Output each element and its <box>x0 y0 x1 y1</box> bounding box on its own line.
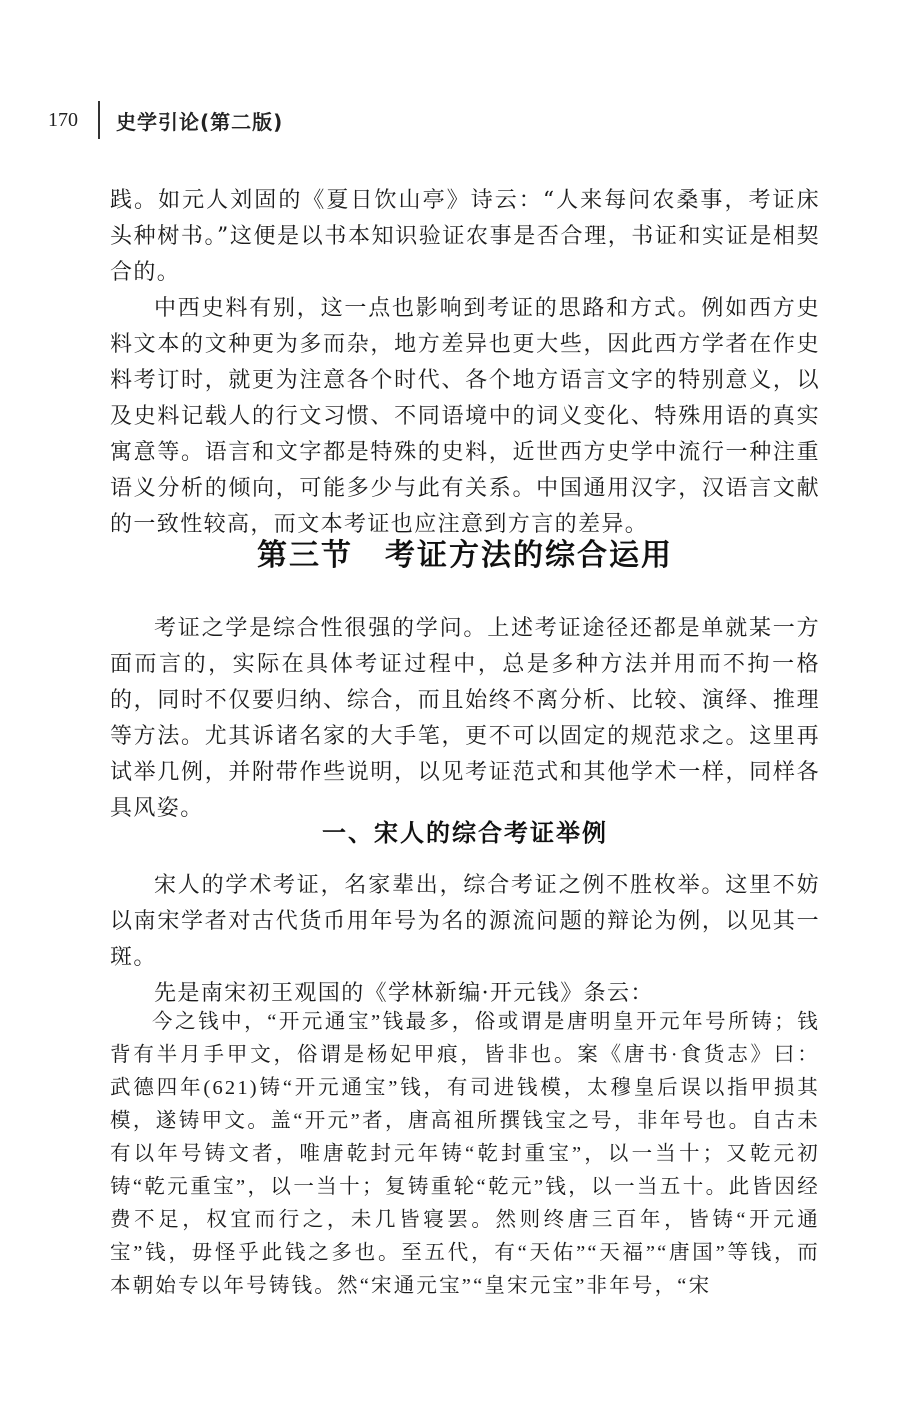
paragraph-continued: 践。如元人刘固的《夏日饮山亭》诗云：“人来每问农桑事，考证床头种树书。”这便是以书本知识验证农事是否合理，书证和实证是相契合的。 <box>110 188 820 285</box>
opening-text <box>110 183 820 543</box>
section-intro-paragraph: 考证之学是综合性很强的学问。上述考证途径还都是单就某一方面而言的，实际在具体考证过程中，总是多种方法并用而不拘一格的，同时不仅要归纳、综合，而且始终不离分析、比较、演绎、推理等方法。尤其诉诸名家的大手笔，更不可以固定的规范求之。这里再试举几例，并附带作些说明，以见考证范式和其他学术一样，同样各具风姿。 <box>110 616 820 821</box>
paragraph-sources-comparison: 中西史料有别，这一点也影响到考证的思路和方式。例如西方史料文本的文种更为多而杂，地方差异也更大些，因此西方学者在作史料考订时，就更为注意各个时代、各个地方语言文字的特别意义，以及史料记载人的行文习惯、不同语境中的词义变化、特殊用语的真实寓意等。语言和文字都是特殊的史料，近世西方史学中流行一种注重语义分析的倾向，可能多少与此有关系。中国通用汉字，汉语言文献的一致性较高，而文本考证也应注意到方言的差异。 <box>110 296 820 537</box>
running-title: 史学引论(第二版) <box>116 109 284 134</box>
subsection-paragraph: 宋人的学术考证，名家辈出，综合考证之例不胜枚举。这里不妨以南宋学者对古代货币用年号为名的源流问题的辩论为例，以见其一斑。 <box>110 873 820 970</box>
page-header <box>48 100 283 140</box>
page-number: 170 <box>48 108 78 131</box>
subsection-body <box>110 868 820 1012</box>
subsection-title: 一、宋人的综合考证举例 <box>322 819 608 847</box>
subsection-paragraph: 先是南宋初王观国的《学林新编·开元钱》条云： <box>154 981 654 1006</box>
header-divider <box>98 101 100 139</box>
block-quote-text: 今之钱中，“开元通宝”钱最多，俗或谓是唐明皇开元年号所铸；钱背有半月手甲文，俗谓是杨妃甲痕，皆非也。案《唐书·食货志》曰：武德四年(621)铸“开元通宝”钱，有司进钱模，太穆皇后误以指甲损其模，遂铸甲文。盖“开元”者，唐高祖所撰钱宝之号，非年号也。自古未有以年号铸文者，唯唐乾封元年铸“乾封重宝”，以一当十；又乾元初铸“乾元重宝”，以一当十；复铸重轮“乾元”钱，以一当五十。此皆因经费不足，权宜而行之，未几皆寝罢。然则终唐三百年，皆铸“开元通宝”钱，毋怪乎此钱之多也。至五代，有“天佑”“天福”“唐国”等钱，而本朝始专以年号铸钱。然“宋通元宝”“皇宋元宝”非年号，“宋 <box>110 1011 820 1297</box>
section-body <box>110 611 820 827</box>
block-quote <box>110 1006 820 1303</box>
section-title: 第三节 考证方法的综合运用 <box>257 538 673 573</box>
